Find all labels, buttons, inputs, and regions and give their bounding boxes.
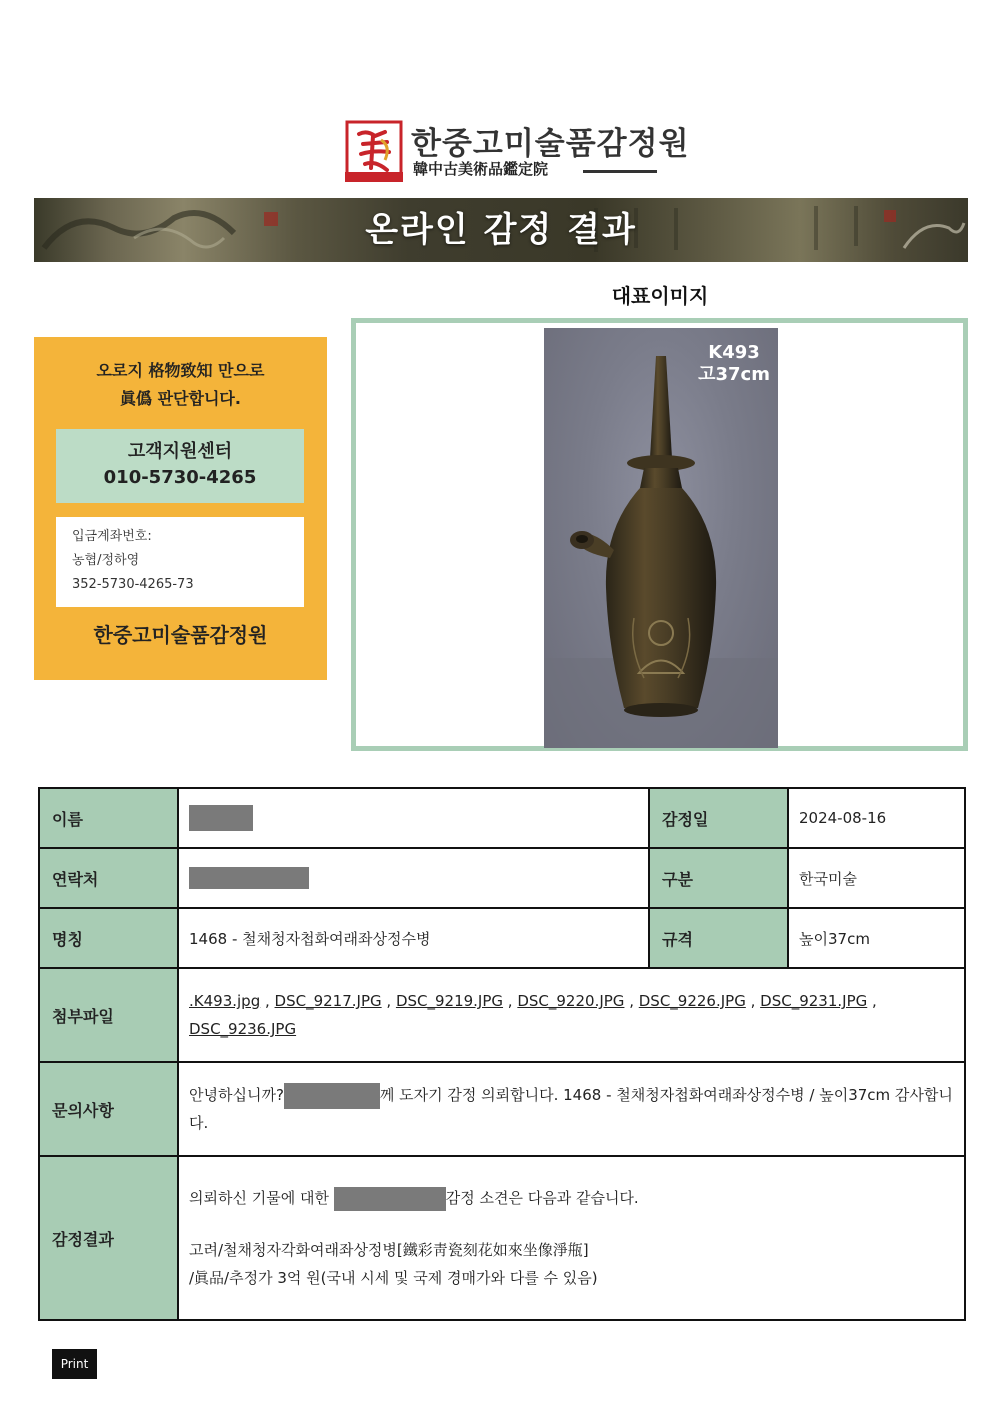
attachment-link[interactable]: .K493.jpg (189, 992, 261, 1010)
size-value: 높이37cm (788, 908, 965, 968)
attachment-link[interactable]: DSC_9236.JPG (189, 1020, 297, 1038)
kundika-vase-icon (544, 328, 778, 748)
date-value: 2024-08-16 (788, 788, 965, 848)
result-value (178, 1156, 965, 1320)
result-label: 감정결과 (39, 1156, 178, 1320)
logo-korean-name: 한중고미술품감정원 (411, 126, 690, 162)
representative-image-frame (351, 318, 968, 751)
slogan-line-2: 眞僞 판단합니다. (120, 389, 241, 408)
redacted-block (189, 805, 253, 831)
inquiry-text-1: 안녕하십니까? (189, 1086, 284, 1104)
inquiry-label: 문의사항 (39, 1062, 178, 1156)
result-line-2: 고려/철채청자각화여래좌상정병[鐵彩靑瓷刻花如來坐像淨甁] (189, 1241, 589, 1259)
result-text-2: 감정 소견은 다음과 같습니다. (445, 1189, 639, 1207)
attachment-link[interactable]: DSC_9217.JPG (274, 992, 382, 1010)
customer-service-box (56, 429, 304, 503)
files-value: .K493.jpg , DSC_9217.JPG , DSC_9219.JPG , DSC_9220.JPG , DSC_9226.JPG , DSC_9231.JPG , DSC_9236.JPG (178, 968, 965, 1062)
files-label: 첨부파일 (39, 968, 178, 1062)
redacted-block (284, 1083, 380, 1109)
account-box (56, 517, 304, 607)
inquiry-value (178, 1062, 965, 1156)
name-value (178, 788, 649, 848)
attachment-link[interactable]: DSC_9231.JPG (760, 992, 868, 1010)
name-label: 이름 (39, 788, 178, 848)
result-spacer (189, 1212, 954, 1236)
page-banner (34, 198, 968, 262)
logo-underline (583, 170, 657, 173)
representative-image-label: 대표이미지 (611, 284, 709, 308)
inquiry-text-2: 께 도자기 감정 의뢰합니다. 1468 - 철채청자첩화여래좌상정수병 / 높이37cm 감사합니다. (189, 1086, 953, 1132)
appraisal-table (38, 787, 966, 1321)
attachment-link[interactable]: DSC_9220.JPG (517, 992, 625, 1010)
attachment-link[interactable]: DSC_9219.JPG (395, 992, 504, 1010)
table-row (39, 848, 965, 908)
account-number: 352-5730-4265-73 (72, 577, 194, 592)
table-row (39, 1156, 965, 1320)
slogan-line-1: 오로지 格物致知 만으로 (96, 361, 265, 380)
photo-caption (698, 342, 770, 386)
customer-service-title: 고객지원센터 (127, 441, 233, 462)
category-value: 한국미술 (788, 848, 965, 908)
result-line-1 (189, 1184, 954, 1212)
title-value: 1468 - 철채청자첩화여래좌상정수병 (178, 908, 649, 968)
table-row (39, 788, 965, 848)
table-row (39, 968, 965, 1062)
result-text-1: 의뢰하신 기물에 대한 (189, 1189, 329, 1207)
artifact-photo (544, 328, 778, 748)
size-label: 규격 (649, 908, 788, 968)
customer-service-phone: 010-5730-4265 (103, 467, 257, 488)
logo-hanja-name: 韓中古美術品鑑定院 (413, 160, 549, 178)
account-bank: 농협/정하영 (72, 553, 140, 568)
photo-caption-height: 고37cm (698, 364, 770, 385)
account-label: 입금계좌번호: (72, 529, 152, 544)
title-label: 명칭 (39, 908, 178, 968)
info-panel (34, 337, 327, 680)
banner-title: 온라인 감정 결과 (365, 210, 637, 250)
result-line-3: /眞品/추정가 3억 원(국내 시세 및 국제 경매가와 다를 수 있음) (189, 1269, 598, 1287)
logo (345, 118, 690, 184)
print-button[interactable]: Print (52, 1349, 97, 1379)
attachment-link[interactable]: DSC_9226.JPG (638, 992, 746, 1010)
logo-emblem-icon (345, 120, 403, 182)
redacted-block (189, 867, 309, 889)
redacted-block (334, 1187, 446, 1211)
category-label: 구분 (649, 848, 788, 908)
table-row (39, 1062, 965, 1156)
date-label: 감정일 (649, 788, 788, 848)
organization-name: 한중고미술품감정원 (93, 623, 268, 647)
photo-caption-code: K493 (708, 342, 760, 363)
table-row (39, 908, 965, 968)
contact-label: 연락처 (39, 848, 178, 908)
slogan (34, 357, 327, 413)
contact-value (178, 848, 649, 908)
